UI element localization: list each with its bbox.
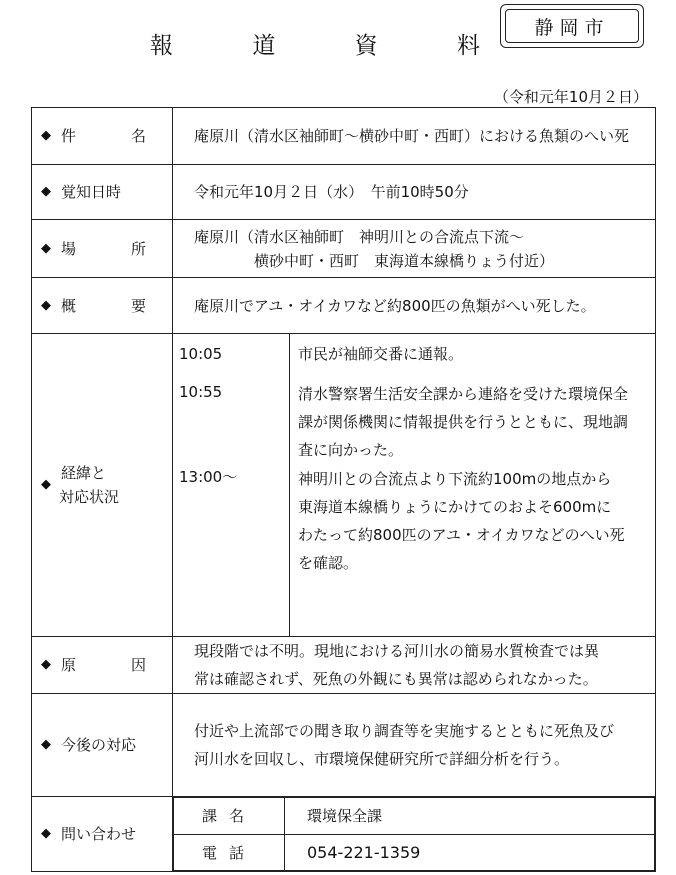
report-table	[31, 107, 656, 872]
row-label: 覚知日時	[61, 183, 122, 201]
row-label: 場 所	[61, 239, 167, 258]
row-detected	[32, 165, 656, 220]
row-label: 概 要	[61, 296, 167, 315]
row-label: 今後の対応	[61, 736, 137, 754]
row-label: 問い合わせ	[61, 825, 137, 843]
diamond-bullet-icon: ◆	[41, 737, 51, 752]
contact-section-value: 環境保全課	[285, 798, 655, 835]
row-label: 件 名	[61, 127, 167, 145]
title-char: 料	[456, 33, 480, 59]
location-line: 横砂中町・西町 東海道本線橋りょう付近）	[254, 251, 555, 270]
event-description	[298, 380, 628, 464]
timeline-times	[173, 334, 290, 636]
label-cell	[32, 637, 173, 694]
label-cell	[32, 278, 173, 334]
future-line: 付近や上流部での聞き取り調査等を実施するとともに死魚及び	[194, 722, 615, 740]
row-contact	[32, 797, 656, 872]
contact-row	[174, 835, 655, 871]
diamond-bullet-icon: ◆	[41, 826, 51, 841]
row-location	[32, 220, 656, 278]
contact-phone-value: 054-221-1359	[285, 835, 655, 871]
cause-line: 常は確認されず、死魚の外観にも異常は認められなかった。	[194, 670, 598, 688]
release-date: （令和元年10月２日）	[493, 88, 648, 106]
event-time: 10:55	[179, 383, 223, 401]
row-label-line: 経緯と	[61, 464, 107, 482]
event-line: 課が関係機関に情報提供を行うとともに、現地調	[298, 413, 629, 431]
event-line: 査に向かった。	[298, 441, 404, 459]
label-cell	[32, 694, 173, 797]
timeline-events	[290, 334, 655, 636]
diamond-bullet-icon: ◆	[41, 477, 51, 492]
contact-table	[173, 797, 655, 871]
event-line: 市民が袖師交番に通報。	[298, 345, 464, 363]
organization-box	[500, 4, 644, 48]
row-future	[32, 694, 656, 797]
detected-value: 令和元年10月２日（水） 午前10時50分	[173, 165, 656, 220]
event-description	[298, 342, 463, 366]
title-char: 報	[150, 33, 173, 59]
diamond-bullet-icon: ◆	[41, 128, 51, 143]
location-line: 庵原川（清水区袖師町 神明川との合流点下流～	[194, 227, 525, 246]
timeline-cell	[173, 334, 656, 637]
cause-line: 現段階では不明。現地における河川水の簡易水質検査では異	[194, 642, 600, 660]
contact-phone-label: 電話	[174, 835, 285, 871]
event-line: 神明川との合流点より下流約100mの地点から	[298, 470, 612, 488]
contact-row	[174, 798, 655, 835]
row-subject	[32, 108, 656, 165]
event-line: 東海道本線橋りょうにかけてのおよそ600mに	[298, 498, 612, 516]
cause-value	[173, 637, 656, 694]
label-cell	[32, 108, 173, 165]
subject-value: 庵原川（清水区袖師町～横砂中町・西町）における魚類のへい死	[173, 108, 656, 165]
diamond-bullet-icon: ◆	[41, 184, 51, 199]
row-timeline	[32, 334, 656, 637]
title-char: 資	[354, 33, 378, 59]
summary-value: 庵原川でアユ・オイカワなど約800匹の魚類がへい死した。	[173, 278, 656, 334]
organization-name: 静岡市	[505, 9, 639, 43]
event-description	[298, 465, 625, 577]
page-title	[150, 27, 480, 60]
row-summary	[32, 278, 656, 334]
row-label: 原 因	[61, 656, 167, 674]
event-time: 10:05	[179, 345, 223, 363]
event-time: 13:00～	[179, 468, 238, 486]
label-cell	[32, 220, 173, 278]
event-line: わたって約800匹のアユ・オイカワなどのへい死	[298, 526, 625, 544]
label-cell	[32, 797, 173, 872]
contact-cell	[173, 797, 656, 872]
label-cell	[32, 165, 173, 220]
future-line: 河川水を回収し、市環境保健研究所で詳細分析を行う。	[194, 750, 570, 768]
row-cause	[32, 637, 656, 694]
label-cell	[32, 334, 173, 637]
event-line: 清水警察署生活安全課から連絡を受けた環境保全	[298, 385, 629, 403]
diamond-bullet-icon: ◆	[41, 297, 51, 313]
row-label-line: 対応状況	[59, 488, 120, 506]
location-value	[173, 220, 656, 278]
title-char: 道	[252, 33, 276, 59]
diamond-bullet-icon: ◆	[41, 657, 51, 672]
future-value	[173, 694, 656, 797]
row-label	[61, 461, 119, 509]
diamond-bullet-icon: ◆	[41, 240, 51, 256]
contact-section-label: 課名	[174, 798, 285, 835]
event-line: を確認。	[298, 554, 359, 572]
